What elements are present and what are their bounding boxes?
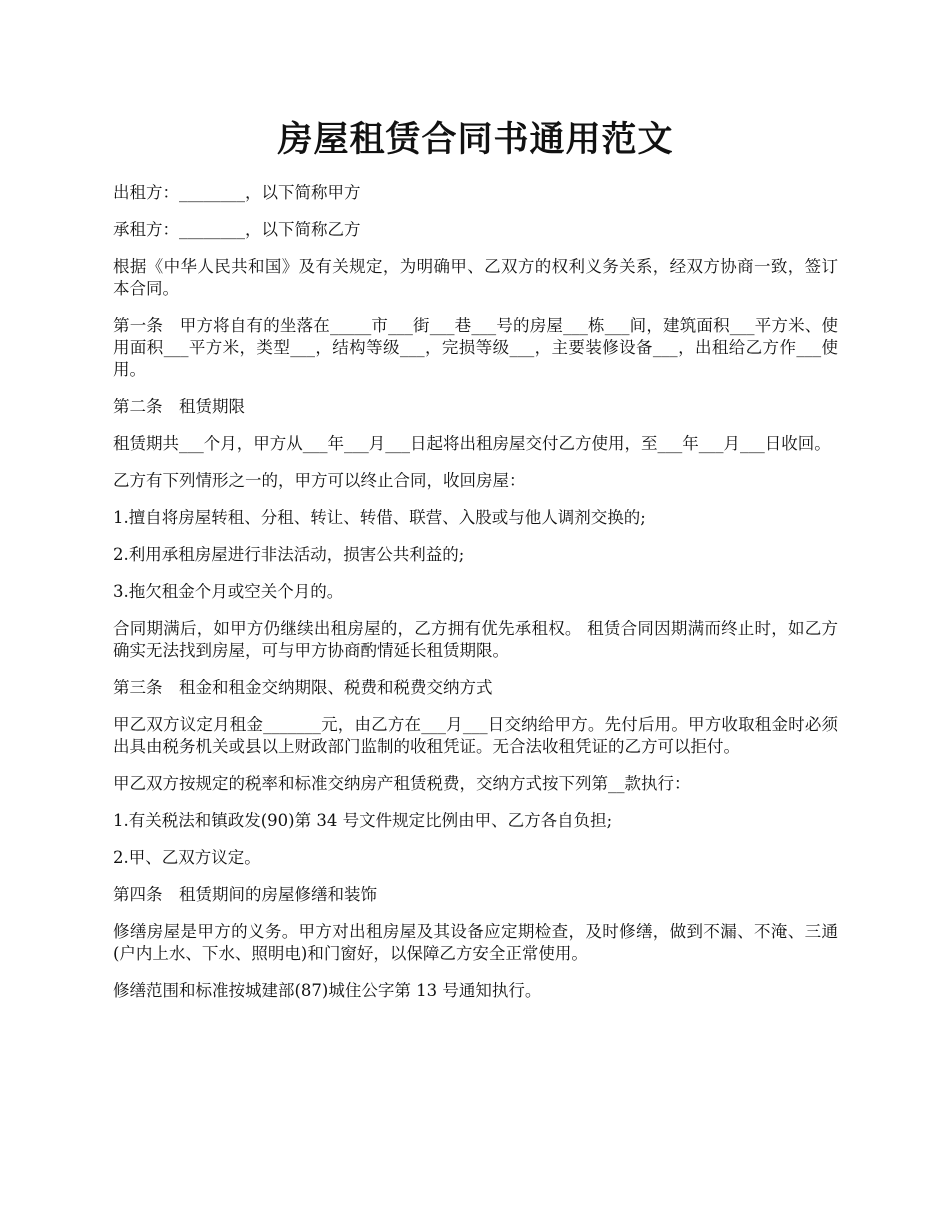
paragraph-preamble: 根据《中华人民共和国》及有关规定，为明确甲、乙双方的权利义务关系，经双方协商一致，签订本合同。 bbox=[113, 257, 838, 298]
paragraph-article-1: 第一条 甲方将自有的坐落在_____市___街___巷___号的房屋___栋___间，建筑面积___平方米、使用面积___平方米，类型___，结构等级___，完损等级___，主要装修设备___，出租给乙方作___使用。 bbox=[113, 316, 838, 379]
paragraph-rent: 甲乙双方议定月租金_______元，由乙方在___月___日交纳给甲方。先付后用。甲方收取租金时必须出具由税务机关或县以上财政部门监制的收租凭证。无合法收租凭证的乙方可以拒付。 bbox=[113, 715, 838, 756]
paragraph-lessee: 承租方：________，以下简称乙方 bbox=[113, 220, 361, 239]
list-item-tax-1: 1.有关税法和镇政发(90)第 34 号文件规定比例由甲、乙方各自负担; bbox=[113, 811, 613, 830]
paragraph-renewal: 合同期满后，如甲方仍继续出租房屋的，乙方拥有优先承租权。 租赁合同因期满而终止时，如乙方确实无法找到房屋，可与甲方协商酌情延长租赁期限。 bbox=[113, 619, 838, 660]
heading-article-2: 第二条 租赁期限 bbox=[113, 397, 245, 416]
heading-article-3: 第三条 租金和租金交纳期限、税费和税费交纳方式 bbox=[113, 678, 493, 697]
list-item-termination-3: 3.拖欠租金个月或空关个月的。 bbox=[113, 582, 344, 601]
paragraph-tax: 甲乙双方按规定的税率和标准交纳房产租赁税费，交纳方式按下列第__款执行： bbox=[113, 774, 691, 793]
paragraph-termination-conditions: 乙方有下列情形之一的，甲方可以终止合同，收回房屋： bbox=[113, 471, 526, 490]
list-item-tax-2: 2.甲、乙双方议定。 bbox=[113, 848, 261, 867]
paragraph-repair-scope: 修缮范围和标准按城建部(87)城住公字第 13 号通知执行。 bbox=[113, 981, 542, 1000]
document-title: 房屋租赁合同书通用范文 bbox=[277, 119, 674, 160]
list-item-termination-1: 1.擅自将房屋转租、分租、转让、转借、联营、入股或与他人调剂交换的; bbox=[113, 508, 646, 527]
list-item-termination-2: 2.利用承租房屋进行非法活动，损害公共利益的; bbox=[113, 545, 465, 564]
paragraph-lease-term: 租赁期共___个月，甲方从___年___月___日起将出租房屋交付乙方使用，至___年___月___日收回。 bbox=[113, 434, 831, 453]
heading-article-4: 第四条 租赁期间的房屋修缮和装饰 bbox=[113, 885, 377, 904]
paragraph-lessor: 出租方：________，以下简称甲方 bbox=[113, 183, 361, 202]
paragraph-repair-duty: 修缮房屋是甲方的义务。甲方对出租房屋及其设备应定期检查，及时修缮，做到不漏、不淹、三通(户内上水、下水、照明电)和门窗好，以保障乙方安全正常使用。 bbox=[113, 922, 838, 963]
